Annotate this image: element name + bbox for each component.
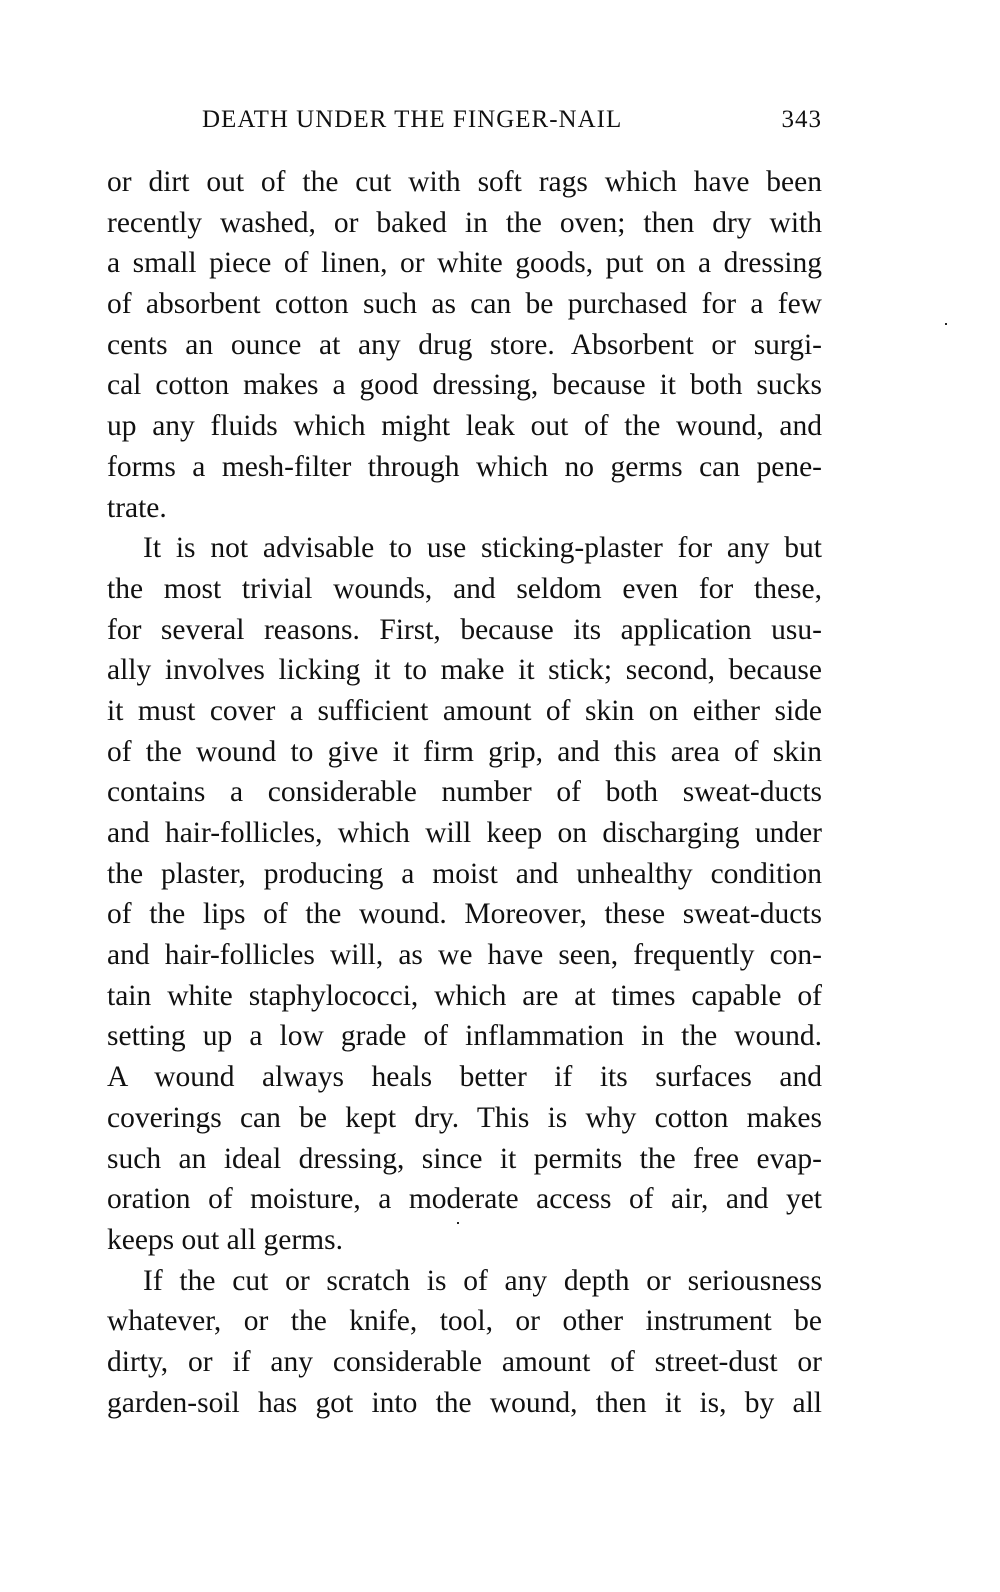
text-line: of absorbent cotton such as can be purchased for a few	[107, 288, 822, 321]
text-line: up any fluids which might leak out of the wound, and	[107, 410, 822, 443]
text-line: forms a mesh-filter through which no germs can pene-	[107, 450, 822, 483]
text-line: a small piece of linen, or white goods, put on a dressing	[107, 247, 822, 280]
text-line: whatever, or the knife, tool, or other instrument be	[107, 1305, 822, 1338]
text-line: dirty, or if any considerable amount of street-dust or	[107, 1345, 822, 1378]
text-line: oration of moisture, a moderate access of air, and yet	[107, 1183, 822, 1216]
text-line: garden-soil has got into the wound, then it is, by all	[107, 1386, 822, 1419]
book-page	[107, 100, 822, 1423]
body-text	[107, 162, 822, 1423]
running-title: DEATH UNDER THE FINGER-NAIL	[202, 106, 623, 133]
text-line: of the lips of the wound. Moreover, these sweat-ducts	[107, 898, 822, 931]
running-head	[107, 100, 822, 140]
text-line: or dirt out of the cut with soft rags which have been	[107, 166, 822, 198]
text-line: and hair-follicles, which will keep on discharging under	[107, 817, 822, 849]
text-line: A wound always heals better if its surfaces and	[107, 1061, 822, 1094]
text-line: coverings can be kept dry. This is why cotton makes	[107, 1101, 822, 1134]
paragraph-2	[107, 528, 822, 1260]
text-line: and hair-follicles will, as we have seen, frequently con-	[107, 939, 822, 972]
text-line: It is not advisable to use sticking-plaster for any but	[143, 532, 822, 565]
text-line: setting up a low grade of inflammation in the wound.	[107, 1020, 822, 1053]
text-line: of the wound to give it firm grip, and this area of skin	[107, 735, 822, 768]
scan-speck	[945, 323, 947, 325]
text-line: such an ideal dressing, since it permits the free evap-	[107, 1142, 822, 1175]
scan-speck	[457, 1222, 459, 1224]
text-line: cents an ounce at any drug store. Absorbent or surgi-	[107, 328, 822, 361]
text-line: the plaster, producing a moist and unhealthy condition	[107, 857, 822, 890]
text-line: trate.	[107, 491, 167, 524]
text-line: keeps out all germs.	[107, 1223, 343, 1256]
paragraph-3	[107, 1261, 822, 1424]
paragraph-1	[107, 162, 822, 528]
text-line: ally involves licking it to make it stick; second, because	[107, 654, 822, 687]
text-line: recently washed, or baked in the oven; then dry with	[107, 206, 822, 239]
text-line: the most trivial wounds, and seldom even for these,	[107, 572, 822, 605]
text-line: contains a considerable number of both sweat-ducts	[107, 776, 822, 809]
text-line: it must cover a sufficient amount of skin on either side	[107, 694, 822, 727]
text-line: for several reasons. First, because its application usu-	[107, 613, 822, 646]
text-line: cal cotton makes a good dressing, because it both sucks	[107, 369, 822, 402]
text-line: tain white staphylococci, which are at times capable of	[107, 979, 822, 1012]
page-number: 343	[781, 106, 822, 133]
text-line: If the cut or scratch is of any depth or seriousness	[143, 1264, 822, 1297]
